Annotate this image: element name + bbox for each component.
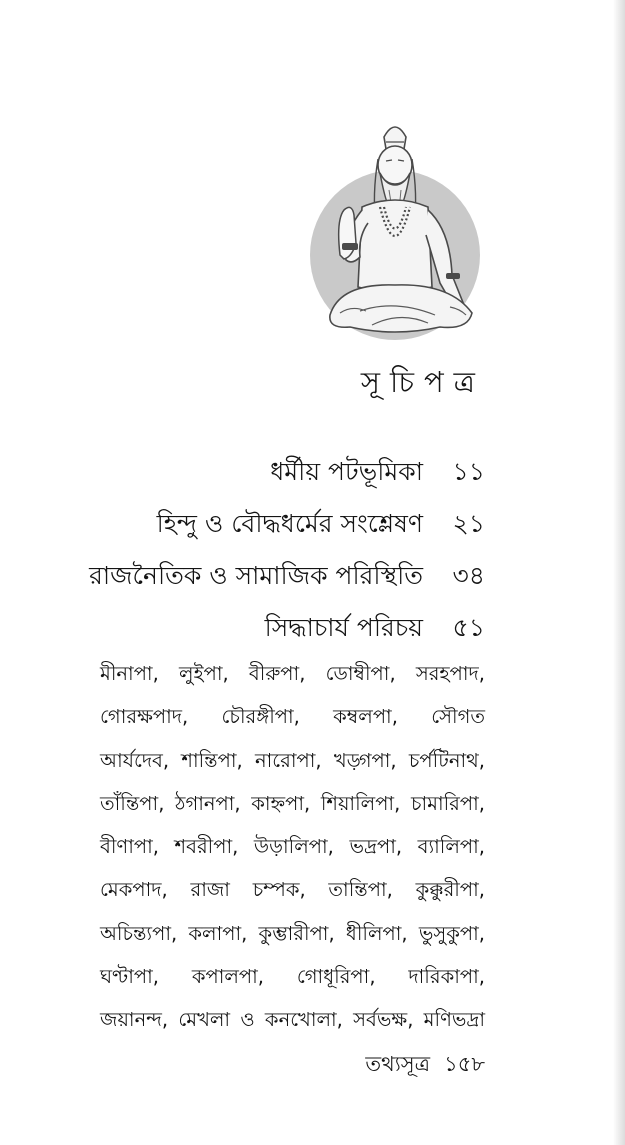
names-line (100, 920, 485, 963)
names-line (100, 1006, 485, 1049)
name-word: ভুসুকুপা, (418, 921, 485, 945)
name-word: মীনাপা, (100, 662, 159, 685)
name-word: বীরুপা, (248, 662, 306, 685)
name-word: সর্বভক্ষ, (353, 1008, 414, 1032)
page-edge-shadow (613, 0, 625, 1145)
name-word: জয়ানন্দ, (100, 1008, 169, 1032)
name-word: গোরক্ষপাদ, (100, 705, 189, 729)
name-word: উড়ালিপা, (253, 835, 334, 859)
toc-entry[interactable] (40, 504, 485, 556)
siddhacharya-names-list (100, 660, 485, 1050)
name-word: শিয়ালিপা, (320, 791, 401, 815)
toc-entry[interactable] (40, 556, 485, 608)
toc-entry-title: হিন্দু ও বৌদ্ধধর্মের সংশ্লেষণ (156, 509, 423, 538)
toc-entry-page: ১৫৮ (444, 1052, 485, 1076)
toc-entry-title: রাজনৈতিক ও সামাজিক পরিস্থিতি (89, 561, 423, 590)
name-word: কুক্কুরীপা, (415, 878, 485, 902)
name-word: লুইপা, (178, 662, 229, 685)
name-word: গোধূরিপা, (296, 965, 376, 989)
name-word: কুম্ভারীপা, (258, 921, 335, 945)
name-word: মেকপাদ, (100, 878, 168, 902)
name-word: রাজা (190, 878, 230, 902)
toc-entry-page: ১১ (452, 457, 485, 486)
name-word: ব্যালিপা, (417, 835, 485, 859)
sage-illustration (300, 115, 490, 355)
name-word: মেখলা (178, 1008, 231, 1032)
name-word: শবরীপা, (174, 835, 239, 859)
meditating-sage-icon (300, 115, 490, 355)
names-line (100, 703, 485, 746)
name-word: মণিভদ্রা (423, 1008, 485, 1032)
toc-entry[interactable] (40, 608, 485, 660)
toc-entry-sources[interactable] (300, 1048, 485, 1083)
toc-entry[interactable] (40, 452, 485, 504)
name-word: ডোম্বীপা, (325, 662, 396, 685)
name-word: ঘণ্টাপা, (100, 965, 159, 989)
names-line (100, 876, 485, 919)
name-word: তাঁন্তিপা, (100, 791, 165, 815)
name-word: চৌরঙ্গীপা, (221, 705, 300, 729)
name-word: দারিকাপা, (408, 965, 485, 989)
name-word: নারোপা, (255, 748, 322, 772)
toc-entry-page: ৫১ (452, 613, 485, 642)
toc-entry-page: ৩৪ (452, 561, 485, 590)
name-word: চামারিপা, (410, 791, 485, 815)
name-word: কম্বলপা, (333, 705, 398, 729)
name-word: আর্যদেব, (100, 748, 170, 772)
name-word: কাহ্নপা, (251, 791, 311, 815)
names-line (100, 963, 485, 1006)
name-word: চর্পটিনাথ, (408, 748, 485, 772)
name-word: বীণাপা, (100, 835, 159, 859)
name-word: ঠগানপা, (175, 791, 241, 815)
name-word: অচিন্ত্যপা, (100, 921, 178, 945)
name-word: সৌগত (431, 705, 485, 729)
names-line (100, 660, 485, 703)
name-word: ধীলিপা, (345, 921, 408, 945)
toc-entry-title: সিদ্ধাচার্য পরিচয় (264, 613, 423, 642)
toc-heading: সূচিপত্র (360, 365, 485, 399)
names-line (100, 833, 485, 876)
toc-list (40, 452, 485, 660)
name-word: কপালপা, (191, 965, 264, 989)
name-word: কনখোলা, (264, 1008, 343, 1032)
name-word: কলাপা, (188, 921, 248, 945)
names-line (100, 790, 485, 833)
name-word: তান্তিপা, (328, 878, 393, 902)
toc-entry-title: ধর্মীয় পটভূমিকা (270, 457, 423, 486)
name-word: ও (240, 1008, 255, 1032)
toc-entry-title: তথ্যসূত্র (365, 1052, 431, 1076)
name-word: চম্পক, (252, 878, 306, 902)
name-word: ভদ্রপা, (349, 835, 403, 859)
name-word: শান্তিপা, (181, 748, 243, 772)
name-word: খড়্গপা, (333, 748, 397, 772)
names-line (100, 747, 485, 790)
name-word: সরহপাদ, (415, 662, 485, 685)
toc-entry-page: ২১ (452, 509, 485, 538)
